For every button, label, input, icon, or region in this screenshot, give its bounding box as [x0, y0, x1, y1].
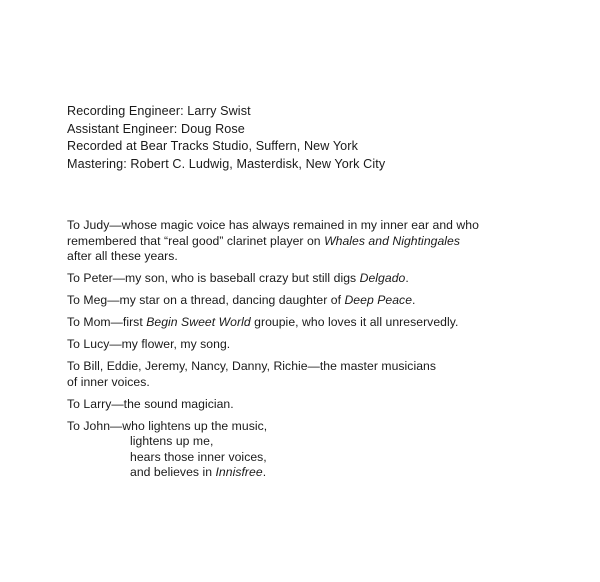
dedication-musicians-line-1: To Bill, Eddie, Jeremy, Nancy, Danny, Richie—the master musicians [67, 359, 437, 374]
album-title-whales-and-nightingales: Whales and Nightingales [324, 233, 461, 248]
dedication-musicians [67, 359, 592, 390]
dedication-john [67, 419, 592, 481]
dedication-meg [67, 293, 592, 309]
dedication-peter [67, 271, 592, 287]
dedication-john-line-2: lightens up me, [130, 434, 214, 449]
dedication-judy-line-3: after all these years. [67, 249, 178, 264]
dedication-larry-line: To Larry—the sound magician. [67, 396, 234, 411]
dedication-lucy [67, 337, 592, 353]
dedication-john-line-4-end: . [262, 465, 267, 480]
dedication-mom [67, 315, 592, 331]
dedication-mom-text-a: To Mom—first [67, 315, 147, 330]
dedication-john-line-4-text: and believes in [130, 465, 216, 480]
credit-assistant-engineer: Assistant Engineer: Doug Rose [67, 121, 245, 136]
album-title-begin-sweet-world: Begin Sweet World [146, 315, 251, 330]
dedication-judy-line-2 [67, 234, 592, 250]
dedication-mom-text-b: groupie, who loves it all unreservedly. [250, 315, 459, 330]
credits-block [67, 103, 587, 173]
dedication-judy [67, 218, 592, 265]
dedication-john-line-4 [67, 465, 592, 481]
dedication-judy-line-1: To Judy—whose magic voice has always remained in my inner ear and who [67, 218, 479, 232]
dedication-larry [67, 397, 592, 413]
credit-recording-studio: Recorded at Bear Tracks Studio, Suffern, New York [67, 139, 358, 153]
dedication-peter-text: To Peter—my son, who is baseball crazy but still digs [67, 271, 360, 286]
dedication-peter-line [67, 271, 592, 287]
dedication-john-line-3: hears those inner voices, [130, 449, 267, 464]
dedication-judy-line-2-text: remembered that “real good” clarinet player on [67, 233, 325, 248]
song-title-delgado: Delgado [359, 271, 406, 286]
dedications-block [67, 218, 592, 487]
dedication-john-line-1: To John—who lightens up the music, [67, 418, 268, 433]
credit-recording-engineer: Recording Engineer: Larry Swist [67, 104, 251, 118]
dedication-musicians-line-2: of inner voices. [67, 374, 150, 389]
dedication-meg-line [67, 293, 592, 309]
credit-mastering: Mastering: Robert C. Ludwig, Masterdisk, New York City [67, 156, 386, 171]
dedication-meg-end: . [412, 293, 416, 308]
dedication-peter-end: . [405, 271, 409, 286]
dedication-meg-text: To Meg—my star on a thread, dancing daughter of [67, 293, 345, 308]
song-title-innisfree: Innisfree [215, 465, 263, 480]
dedication-mom-line [67, 315, 592, 331]
dedication-lucy-line: To Lucy—my flower, my song. [67, 337, 231, 352]
song-title-deep-peace: Deep Peace [344, 293, 413, 308]
